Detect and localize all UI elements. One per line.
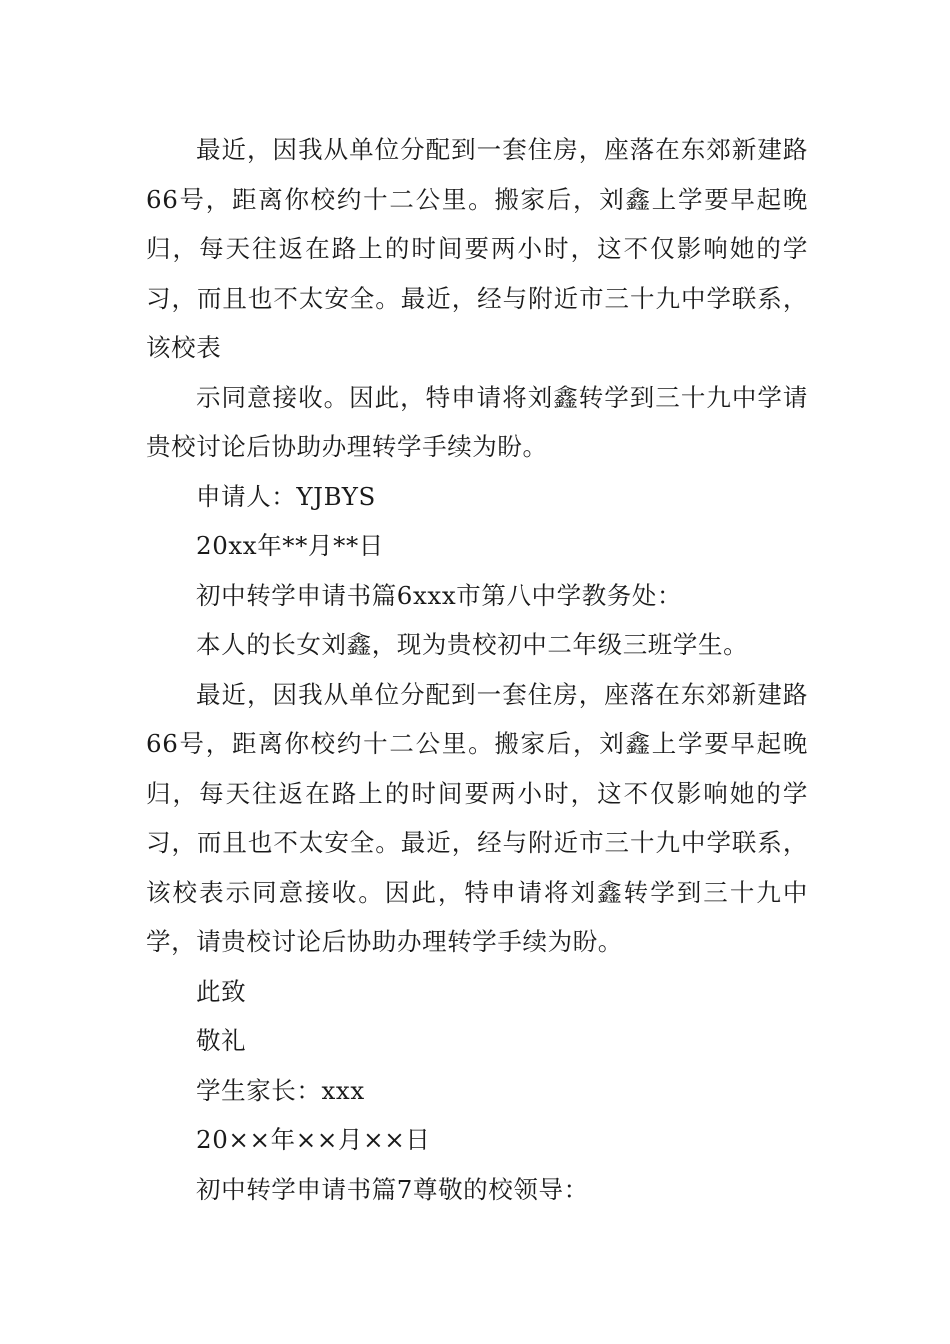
- document-page: [146, 125, 808, 1214]
- parent-signature-line: 学生家长：xxx: [196, 1075, 365, 1105]
- section-heading-6: 初中转学申请书篇6xxx市第八中学教务处：: [196, 580, 683, 610]
- applicant-line: 申请人：YJBYS: [196, 481, 376, 511]
- section-heading-7: 初中转学申请书篇7尊敬的校领导：: [196, 1174, 589, 1204]
- date-line-1: 20xx年**月**日: [196, 531, 384, 560]
- paragraph-move-reason-2: 最近，因我从单位分配到一套住房，座落在东郊新建路66号，距离你校约十二公里。搬家后，刘鑫上学要早起晚归，每天往返在路上的时间要两小时，这不仅影响她的学习，而且也不太安全。最近，经与附近市三十九中学联系，该校表示同意接收。因此，特申请将刘鑫转学到三十九中学，请贵校讨论后协助办理转学手续为盼。: [146, 679, 808, 956]
- paragraph-intro-2: 本人的长女刘鑫，现为贵校初中二年级三班学生。: [196, 630, 749, 659]
- closing-jingli: 敬礼: [196, 1026, 247, 1055]
- paragraph-move-reason-1: 最近，因我从单位分配到一套住房，座落在东郊新建路66号，距离你校约十二公里。搬家后，刘鑫上学要早起晚归，每天往返在路上的时间要两小时，这不仅影响她的学习，而且也不太安全。最近，经与附近市三十九中学联系，该校表: [146, 135, 808, 362]
- closing-cizhi: 此致: [196, 976, 247, 1006]
- date-line-2: 20××年××月××日: [196, 1125, 431, 1154]
- paragraph-request-1: 示同意接收。因此，特申请将刘鑫转学到三十九中学请贵校讨论后协助办理转学手续为盼。: [146, 382, 808, 461]
